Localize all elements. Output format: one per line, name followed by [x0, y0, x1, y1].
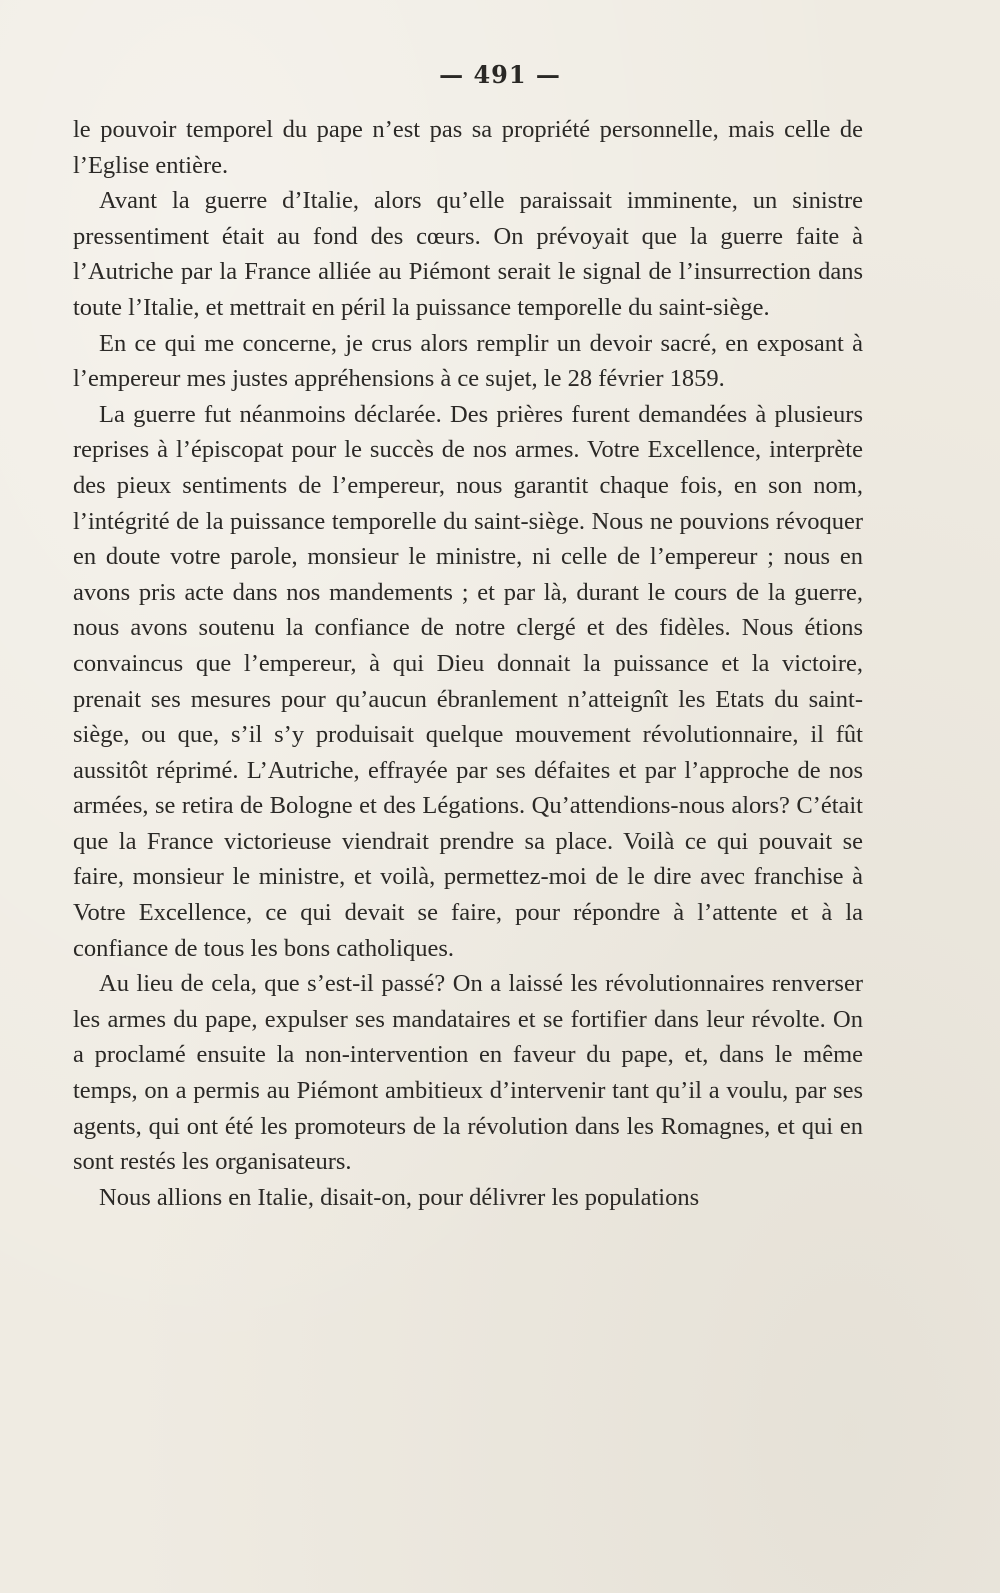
paragraph: Au lieu de cela, que s’est-il passé? On a laissé les révolutionnaires renverser les armes du pape, expulser ses mandataires et se fortifier dans leur révolte. On a proclamé ensuite la non-intervention en faveur du pape, et, dans le même temps, on a permis au Piémont ambitieux d’intervenir tant qu’il a voulu, par ses agents, qui ont été les promoteurs de la révolution dans les Romagnes, et qui en sont restés les organisateurs.	[73, 970, 863, 1176]
paragraph: Nous allions en Italie, disait-on, pour délivrer les populations	[99, 1183, 700, 1211]
paragraph-continued: le pouvoir temporel du pape n’est pas sa propriété personnelle, mais celle de l’Eglise entière.	[73, 116, 863, 179]
body-text	[73, 112, 863, 1215]
paragraph: Avant la guerre d’Italie, alors qu’elle paraissait imminente, un sinistre pressentiment était au fond des cœurs. On prévoyait que la guerre faite à l’Autriche par la France alliée au Piémont serait le signal de l’insurrection dans toute l’Italie, et mettrait en péril la puissance temporelle du saint-siège.	[73, 187, 863, 321]
page-number: — 491 —	[439, 60, 561, 89]
paragraph: En ce qui me concerne, je crus alors remplir un devoir sacré, en exposant à l’empereur mes justes appréhensions à ce sujet, le 28 février 1859.	[73, 329, 863, 393]
paragraph: La guerre fut néanmoins déclarée. Des prières furent demandées à plusieurs reprises à l’épiscopat pour le succès de nos armes. Votre Excellence, interprète des pieux sentiments de l’empereur, nous garantit chaque fois, en son nom, l’intégrité de la puissance temporelle du saint-siège. Nous ne pouvions révoquer en doute votre parole, monsieur le ministre, ni celle de l’empereur ; nous en avons pris acte dans nos mandements ; et par là, durant le cours de la guerre, nous avons soutenu la confiance de notre clergé et des fidèles. Nous étions convaincus que l’empereur, à qui Dieu donnait la puissance et la victoire, prenait ses mesures pour qu’aucun ébranlement n’atteignît les Etats du saint-siège, ou que, s’il s’y produisait quelque mouvement révolutionnaire, il fût aussitôt réprimé. L’Autriche, effrayée par ses défaites et par l’approche de nos armées, se retira de Bologne et des Légations. Qu’attendions-nous alors? C’était que la France victorieuse viendrait prendre sa place. Voilà ce qui pouvait se faire, monsieur le ministre, et voilà, permettez-moi de le dire avec franchise à Votre Excellence, ce qui devait se faire, pour répondre à l’attente et à la confiance de tous les bons catholiques.	[73, 400, 863, 962]
